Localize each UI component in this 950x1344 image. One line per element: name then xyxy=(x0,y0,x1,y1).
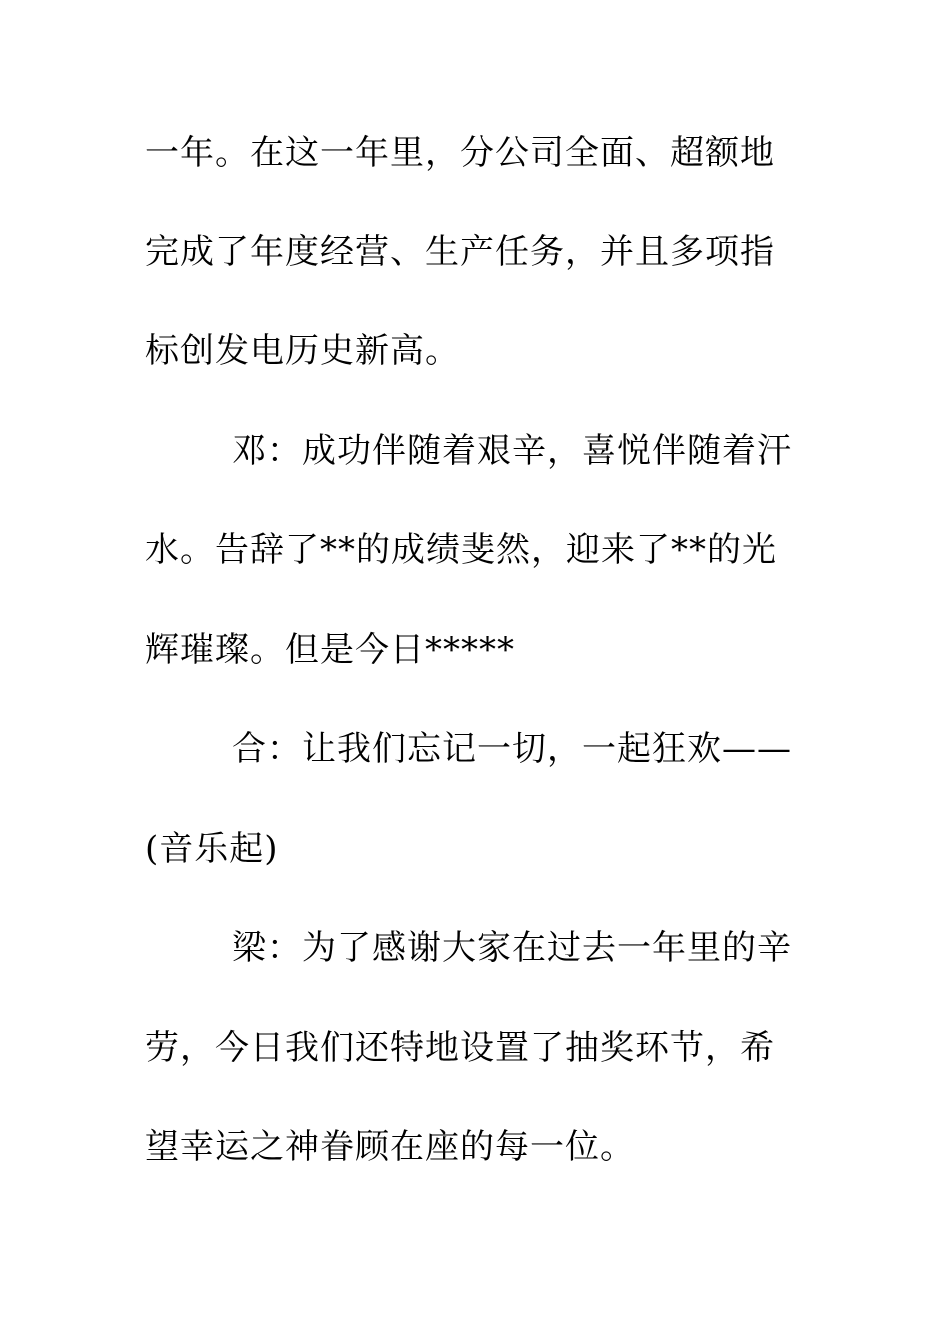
paragraph-line: 劳，今日我们还特地设置了抽奖环节，希 xyxy=(145,1028,775,1068)
paragraph-line: 望幸运之神眷顾在座的每一位。 xyxy=(145,1127,635,1167)
speaker-line-deng: 邓：成功伴随着艰辛，喜悦伴随着汗 xyxy=(232,431,792,471)
paragraph-line: 完成了年度经营、生产任务，并且多项指 xyxy=(145,232,775,272)
speaker-line-together: 合：让我们忘记一切，一起狂欢—— xyxy=(232,729,792,769)
stage-direction: (音乐起) xyxy=(145,829,279,869)
paragraph-line: 水。告辞了**的成绩斐然，迎来了**的光 xyxy=(145,530,777,570)
paragraph-line: 辉璀璨。但是今日***** xyxy=(145,630,515,670)
speaker-line-liang: 梁：为了感谢大家在过去一年里的辛 xyxy=(232,928,792,968)
paragraph-line: 标创发电历史新高。 xyxy=(145,331,460,371)
paragraph-line: 一年。在这一年里，分公司全面、超额地 xyxy=(145,133,775,173)
